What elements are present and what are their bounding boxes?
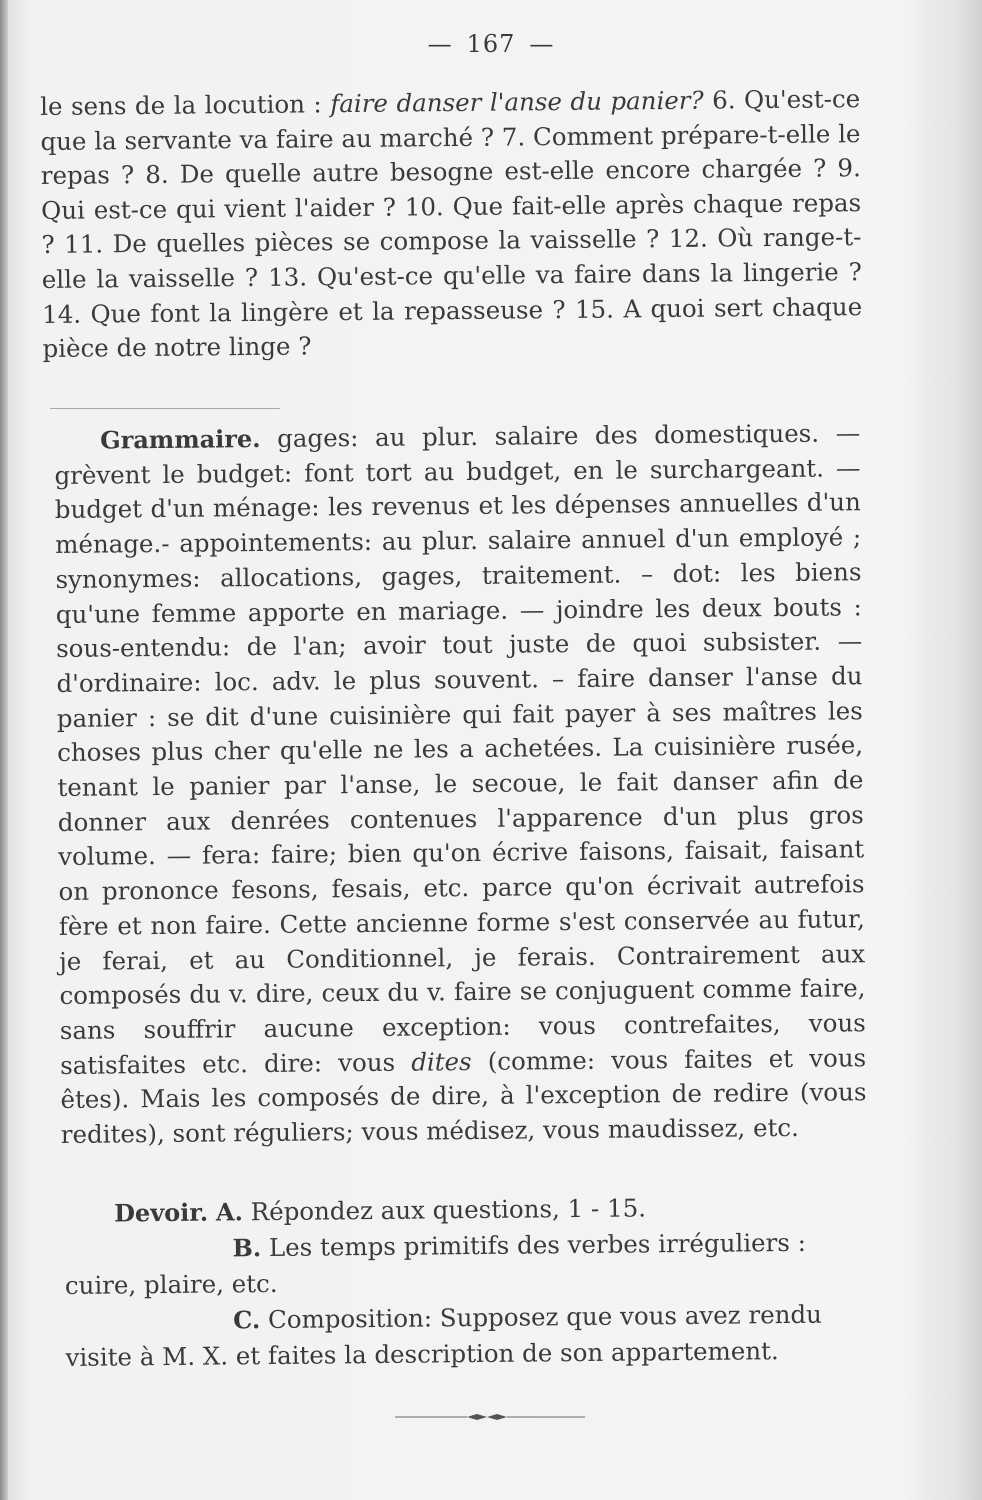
page-number: 167: [466, 30, 516, 58]
locution-italic: faire danser l'anse du panier?: [330, 85, 704, 119]
grammar-heading: Grammaire.: [100, 424, 261, 455]
book-spine-shadow: [0, 0, 8, 1500]
devoir-item-c-continued: visite à M. X. et faites la description de son appartement.: [65, 1336, 779, 1372]
end-ornament: [395, 1412, 585, 1422]
grammar-section: [54, 416, 867, 1152]
devoir-item-c: C. Composition: Supposez que vous avez rendu: [233, 1299, 822, 1335]
devoir-item-a: Devoir. A. Répondez aux questions, 1 - 15.: [114, 1193, 647, 1228]
grammar-paragraph: Grammaire. gages: au plur. salaire des domestiques. — grèvent le budget: font tort au budget, en le surchargeant. — budget d'un ménage: les revenus et les dépenses annuelles d'un ménage.- appointements: au plur. salaire annuel d'un employé ; synonymes: allocations, gages, traitement. – dot: les biens qu'une femme apporte en mariage. — joindre les deux bouts : sous-entendu: de l'an; avoir tout juste de quoi subsister. — d'ordinaire: loc. adv. le plus souvent. – faire danser l'anse du panier : se dit d'une cuisinière qui fait payer à ses maîtres les choses plus cher qu'elle ne les a achetées. La cuisinière rusée, tenant le panier par l'anse, le secoue, le fait danser afin de donner aux denrées contenues l'apparence d'un plus gros volume. — fera: faire; bien qu'on écrive faisons, faisait, faisant on prononce fesons, fesais, etc. parce qu'on écrivait autrefois fère et non faire. Cette ancienne forme s'est conservée au futur, je ferai, et au Conditionnel, je ferais. Contrairement aux composés du v. dire, ceux du v. faire se conjuguent comme faire, sans souffrir aucune exception: vous contrefaites, vous satisfaites etc. dire: vous dites (comme: vous faites et vous êtes). Mais les composés de dire, à l'exception de redire (vous redites), sont réguliers; vous médisez, vous maudissez, etc.: [54, 418, 867, 1150]
devoir-item-b-continued: cuire, plaire, etc.: [64, 1268, 278, 1300]
section-divider: [50, 408, 280, 409]
devoir-section: [64, 1188, 866, 1376]
devoir-item-b: B. Les temps primitifs des verbes irréguliers :: [232, 1227, 807, 1263]
page-number-header: — 167 —: [427, 30, 555, 58]
devoir-heading: Devoir.: [114, 1197, 209, 1228]
questions-paragraph: le sens de la locution : faire danser l'anse du panier? 6. Qu'est-ce que la servante va faire au marché ? 7. Comment prépare-t-elle le repas ? 8. De quelle autre besogne est-elle encore chargée ? 9. Qui est-ce qui vient l'aider ? 10. Que fait-elle après chaque repas ? 11. De quelles pièces se compose la vaisselle ? 12. Où range-t-elle la vaisselle ? 13. Qu'est-ce qu'elle va faire dans la lingerie ? 14. Que font la lingère et la repasseuse ? 15. A quoi sert chaque pièce de notre linge ?: [40, 84, 863, 364]
